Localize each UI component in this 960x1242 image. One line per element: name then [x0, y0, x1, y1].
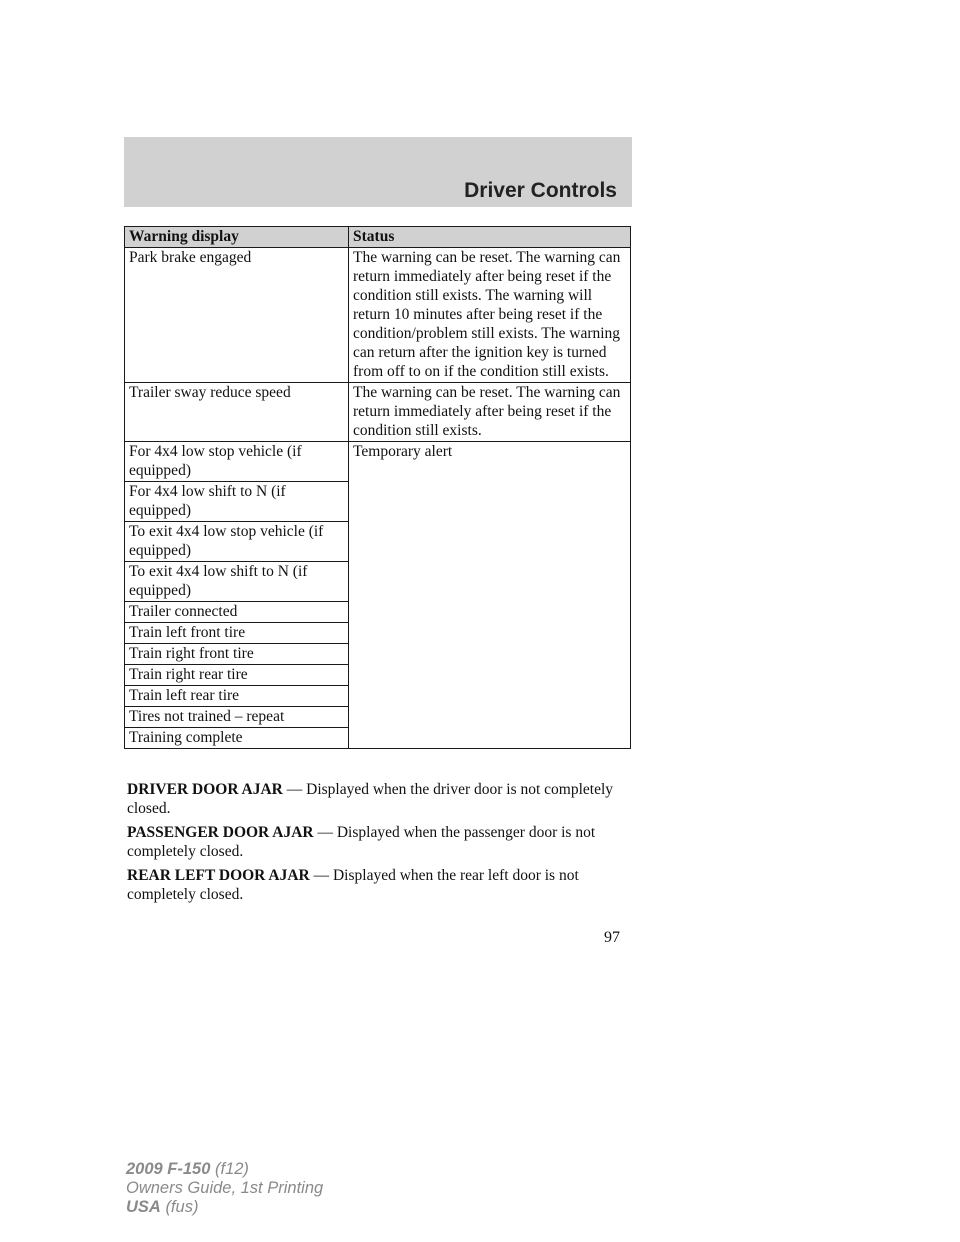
warning-display-cell: Train left rear tire — [125, 686, 349, 707]
warning-display-cell: To exit 4x4 low stop vehicle (if equipped) — [125, 522, 349, 562]
warning-display-cell: For 4x4 low shift to N (if equipped) — [125, 482, 349, 522]
warning-display-cell: Train right rear tire — [125, 665, 349, 686]
footer-line-2: Owners Guide, 1st Printing — [126, 1179, 324, 1197]
section-header — [124, 137, 632, 207]
column-header-warning-display: Warning display — [125, 227, 349, 248]
warning-display-cell: Tires not trained – repeat — [125, 707, 349, 728]
warning-display-cell: Training complete — [125, 728, 349, 749]
status-cell: The warning can be reset. The warning can return immediately after being reset if the condition still exists. The warning will return 10 minutes after being reset if the condition/problem still exists. The warning can return after the ignition key is turned from off to on if the condition still exists. — [349, 248, 631, 383]
table-row — [125, 248, 631, 383]
warning-display-cell: To exit 4x4 low shift to N (if equipped) — [125, 562, 349, 602]
status-cell: The warning can be reset. The warning can return immediately after being reset if the condition still exists. — [349, 383, 631, 442]
paragraph-rear-left-door-ajar — [127, 866, 627, 904]
column-header-status: Status — [349, 227, 631, 248]
warning-display-cell: Trailer connected — [125, 602, 349, 623]
paragraph-driver-door-ajar — [127, 780, 627, 818]
warning-display-cell: Train right front tire — [125, 644, 349, 665]
section-title: Driver Controls — [464, 179, 617, 202]
warning-display-cell: Trailer sway reduce speed — [125, 383, 349, 442]
description-rear-left-door-ajar: — Displayed when the rear left door is not completely closed. — [127, 867, 579, 903]
footer-model: 2009 F-150 — [126, 1160, 211, 1178]
table-row — [125, 383, 631, 442]
description-driver-door-ajar: — Displayed when the driver door is not completely closed. — [127, 781, 614, 817]
footer-line-3 — [126, 1198, 323, 1217]
warning-display-cell: Train left front tire — [125, 623, 349, 644]
term-rear-left-door-ajar: REAR LEFT DOOR AJAR — [127, 867, 310, 884]
warning-display-cell: For 4x4 low stop vehicle (if equipped) — [125, 442, 349, 482]
footer-market: USA — [126, 1198, 161, 1216]
footer-model-code: (f12) — [215, 1160, 249, 1178]
term-passenger-door-ajar: PASSENGER DOOR AJAR — [127, 824, 314, 841]
footer — [126, 1160, 323, 1217]
description-passenger-door-ajar: — Displayed when the passenger door is not completely closed. — [127, 824, 596, 860]
term-driver-door-ajar: DRIVER DOOR AJAR — [127, 781, 283, 798]
table-header-row — [125, 227, 631, 248]
status-cell: Temporary alert — [349, 442, 631, 749]
paragraph-passenger-door-ajar — [127, 823, 627, 861]
footer-line-1 — [126, 1160, 323, 1179]
body-text — [127, 780, 627, 909]
footer-market-code: (fus) — [165, 1198, 199, 1216]
page-number: 97 — [604, 929, 620, 946]
warning-table — [124, 226, 631, 749]
table-row — [125, 442, 631, 482]
warning-display-cell: Park brake engaged — [125, 248, 349, 383]
